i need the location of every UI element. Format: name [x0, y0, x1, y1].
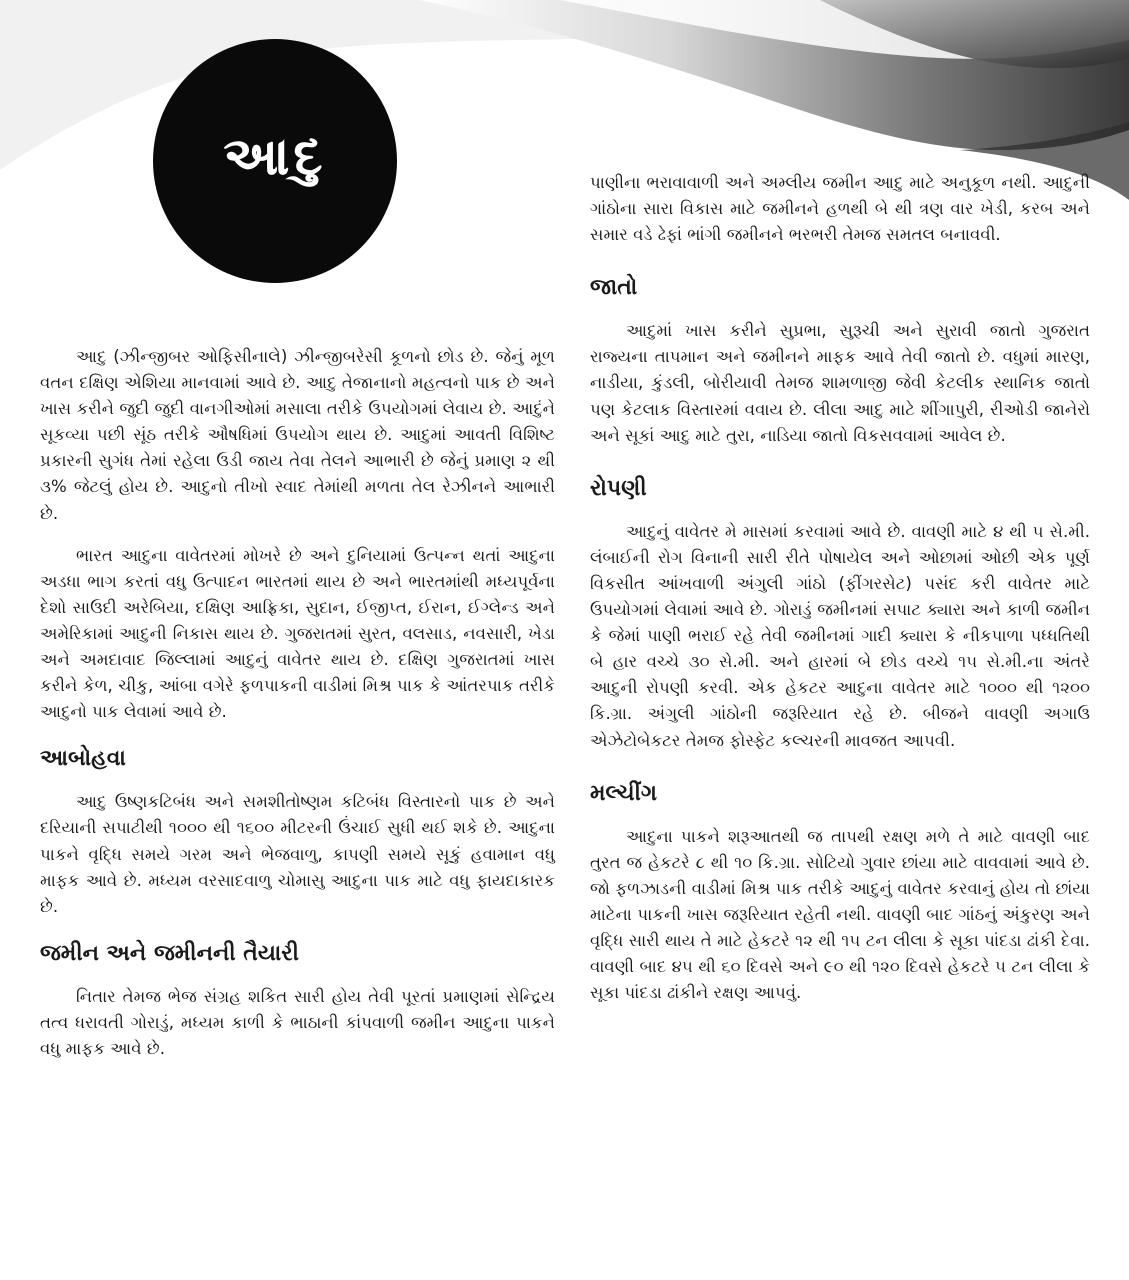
section-heading: રોપણી [590, 475, 647, 501]
section-heading: જાતો [590, 275, 638, 301]
title-circle [153, 39, 397, 283]
body-paragraph: આદુનું વાવેતર મે માસમાં કરવામાં આવે છે. વાવણી માટે ૪ થી ૫ સે.મી. લંબાઈની રોગ વિનાની સારી રીતે પોષાયેલ અને ઓછામાં ઓછી એક પૂર્ણ વિકસીત આંખવાળી અંગુલી ગાંઠો (ફીંગરસેટ) પસંદ કરી વાવેતર માટે ઉપયોગમાં લેવામાં આવે છે. ગોરાડું જમીનમાં સપાટ ક્યારા અને કાળી જમીન કે જેમાં પાણી ભરાઈ રહે તેવી જમીનમાં ગાદી ક્યારા કે નીકપાળા પધ્ધતિથી બે હાર વચ્ચે ૩૦ સે.મી. અને હારમાં બે છોડ વચ્ચે ૧૫ સે.મી.ના અંતરે આદુની રોપણી કરવી. એક હેકટર આદુના વાવેતર માટે ૧૦૦૦ થી ૧૨૦૦ કિ.ગ્રા. અંગુલી ગાંઠોની જરૂરિયાત રહે છે. બીજને વાવણી અગાઉ એઝેટોબેકટર તેમજ ફોસ્ફેટ કલ્ચરની માવજત આપવી. [590, 521, 1090, 750]
right-column [590, 170, 1090, 1022]
page-title: આદુ [223, 126, 327, 187]
body-paragraph: આદુ (ઝીન્જીબર ઓફિસીનાલે) ઝીન્જીબરેસી કૂળનો છોડ છે. જેનું મૂળ વતન દક્ષિણ એશિયા માનવામાં આવે છે. આદુ તેજાનાનો મહત્વનો પાક છે અને ખાસ કરીને જુદી જુદી વાનગીઓમાં મસાલા તરીકે ઉપયોગમાં લેવાય છે. આદુંને સૂકવ્યા પછી સૂંઠ તરીકે ઔષધિમાં ઉપયોગ થાય છે. આદુમાં આવતી વિશિષ્ટ પ્રકારની સુગંધ તેમાં રહેલા ઉડી જાય તેવા તેલને આભારી છે જેનું પ્રમાણ ૨ થી ૩% જેટલું હોય છે. આદુનો તીખો સ્વાદ તેમાંથી મળતા તેલ રેઝીનને આભારી છે. [40, 347, 555, 523]
section-heading: મલ્ચીંગ [590, 780, 657, 806]
body-paragraph: નિતાર તેમજ ભેજ સંગ્રહ શકિત સારી હોય તેવી પૂરતાં પ્રમાણમાં સેન્દ્રિય તત્વ ધરાવતી ગોરાડું, મધ્યમ કાળી કે ભાઠાની કાંપવાળી જમીન આદુના પાકને વધુ માફક આવે છે. [40, 986, 555, 1058]
section-heading: આબોહવા [40, 746, 126, 772]
body-paragraph: પાણીના ભરાવાવાળી અને અમ્લીય જમીન આદુ માટે અનુકૂળ નથી. આદુની ગાંઠોના સારા વિકાસ માટે જમીનને હળથી બે થી ત્રણ વાર ખેડી, કરબ અને સમાર વડે ઢેફાં ભાંગી જમીનને ભરભરી તેમજ સમતલ બનાવવી. [590, 173, 1090, 245]
body-paragraph: આદુ ઉષ્ણકટિબંધ અને સમશીતોષ્ણમ કટિબંધ વિસ્તારનો પાક છે અને દરિયાની સપાટીથી ૧૦૦૦ થી ૧૬૦૦ મીટરની ઉંચાઈ સુધી થઈ શકે છે. આદુના પાકને વૃદ્ધિ સમયે ગરમ અને ભેજવાળુ, કાપણી સમયે સૂકું હવામાન વધુ માફક આવે છે. મધ્યમ વરસાદવાળુ ચોમાસુ આદુના પાક માટે વધુ ફાયદાકારક છે. [40, 792, 555, 916]
body-paragraph: ભારત આદુના વાવેતરમાં મોખરે છે અને દુનિયામાં ઉત્પન્ન થતાં આદુના અડધા ભાગ કરતાં વધુ ઉત્પાદન ભારતમાં થાય છે અને ભારતમાંથી મધ્યપૂર્વના દેશો સાઉદી અરેબિયા, દક્ષિણ આફ્રિકા, સુદાન, ઈજીપ્ત, ઈરાન, ઈગ્લેન્ડ અને અમેરિકામાં આદુની નિકાસ થાય છે. ગુજરાતમાં સુરત, વલસાડ, નવસારી, ખેડા અને અમદાવાદ જિલ્લામાં આદુનું વાવેતર થાય છે. દક્ષિણ ગુજરાતમાં ખાસ કરીને કેળ, ચીકુ, આંબા વગેરે ફળપાકની વાડીમાં મિશ્ર પાક કે આંતરપાક તરીકે આદુનો પાક લેવામાં આવે છે. [40, 545, 555, 722]
left-column [40, 344, 555, 1078]
body-paragraph: આદુના પાકને શરૂઆતથી જ તાપથી રક્ષણ મળે તે માટે વાવણી બાદ તુરત જ હેકટરે ૮ થી ૧૦ કિ.ગ્રા. સોટિયો ગુવાર છાંયા માટે વાવવામાં આવે છે. જો ફળઝાડની વાડીમાં મિશ્ર પાક તરીકે આદુનું વાવેતર કરવાનું હોય તો છાંયા માટેના પાકની ખાસ જરૂરિયાત રહેતી નથી. વાવણી બાદ ગાંઠનું અંકુરણ અને વૃદ્ધિ સારી થાય તે માટે હેકટરે ૧૨ થી ૧૫ ટન લીલા કે સૂકા પાંદડા ઢાંકી દેવા. વાવણી બાદ ૪૫ થી ૬૦ દિવસે અને ૯૦ થી ૧૨૦ દિવસે હેકટરે ૫ ટન લીલા કે સૂકા પાંદડા ઢાંકીને રક્ષણ આપવું. [590, 826, 1090, 1003]
body-paragraph: આદુમાં ખાસ કરીને સુપ્રભા, સુરૂચી અને સુરાવી જાતો ગુજરાત રાજ્યના તાપમાન અને જમીનને માફક આવે તેવી જાતો છે. વધુમાં મારણ, નાડીયા, કુંડલી, બોરીયાવી તેમજ શામળાજી જેવી કેટલીક સ્થાનિક જાતો પણ કેટલાક વિસ્તારમાં વવાય છે. લીલા આદુ માટે શીંગાપુરી, રીઓડી જાનેરો અને સૂકાં આદુ માટે તુરા, નાડિયા જાતો વિકસવવામાં આવેલ છે. [590, 321, 1090, 445]
section-heading: જમીન અને જમીનની તૈયારી [40, 940, 299, 966]
